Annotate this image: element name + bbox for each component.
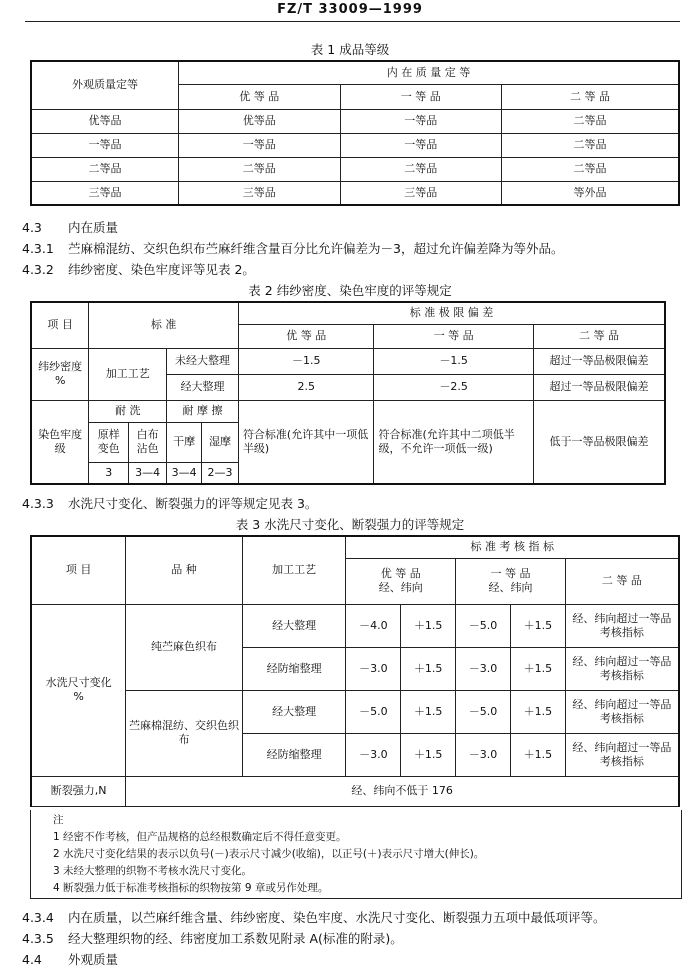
- table3-process: 经大整理: [242, 604, 346, 647]
- table3-cell: ＋1.5: [510, 647, 565, 690]
- table1-cell: 二等品: [502, 133, 679, 157]
- table1-row-label: 优等品: [31, 109, 179, 133]
- table2-cell: 超过一等品极限偏差: [533, 374, 665, 400]
- table3-process: 经防缩整理: [242, 647, 346, 690]
- table1-cell: 一等品: [340, 109, 502, 133]
- table2-density-label: 纬纱密度 %: [31, 348, 89, 400]
- table1-cell: 三等品: [179, 181, 341, 205]
- para-4-3-1: [22, 239, 563, 257]
- table3-process: 经防缩整理: [242, 733, 346, 776]
- table3-cell: 经、纬向超过一等品考核指标: [565, 604, 679, 647]
- table1-corner: 外观质量定等: [31, 61, 179, 109]
- para-4-3-4: [22, 908, 606, 926]
- table3-index-header: 标 准 考 核 指 标: [346, 536, 679, 558]
- para-text: 内在质量: [68, 220, 119, 235]
- table2-cell: 2.5: [238, 374, 374, 400]
- table3-cell: －3.0: [456, 647, 511, 690]
- table2-process-label: 加工工艺: [89, 348, 167, 400]
- table2-cell: 低于一等品极限偏差: [533, 400, 665, 484]
- table3-cell: －5.0: [346, 690, 401, 733]
- note-item: 2 水洗尺寸变化结果的表示以负号(－)表示尺寸减少(收缩)，以正号(＋)表示尺寸增大(伸长)。: [53, 848, 485, 860]
- table3-cell: ＋1.5: [510, 733, 565, 776]
- table2-grade: 3: [89, 462, 129, 484]
- table3-cell: 经、纬向超过一等品考核指标: [565, 690, 679, 733]
- table3-cell: －5.0: [456, 604, 511, 647]
- table2-subheader: 干摩: [167, 422, 202, 462]
- para-text: 经大整理织物的经、纬密度加工系数见附录 A(标准的附录)。: [68, 931, 403, 946]
- para-text: 纬纱密度、染色牢度评等见表 2。: [68, 262, 255, 277]
- table2-caption: 表 2 纬纱密度、染色牢度的评等规定: [248, 283, 452, 298]
- table2-col-second: 二 等 品: [533, 324, 665, 348]
- para-text: 水洗尺寸变化、断裂强力的评等规定见表 3。: [68, 496, 318, 511]
- table1-row-label: 二等品: [31, 157, 179, 181]
- table2-subheader: 原样 变色: [89, 422, 129, 462]
- table2: [30, 301, 666, 485]
- table1-row-label: 一等品: [31, 133, 179, 157]
- table2-subheader: 湿摩: [202, 422, 239, 462]
- table3-cell: －3.0: [456, 733, 511, 776]
- table2-cell: －2.5: [374, 374, 533, 400]
- table1-cell: 二等品: [340, 157, 502, 181]
- table3-strength-label: 断裂强力,N: [31, 776, 126, 806]
- table3: [30, 535, 680, 807]
- table1-col-header: 二 等 品: [502, 84, 679, 109]
- table3-cell: 经、纬向超过一等品考核指标: [565, 647, 679, 690]
- table2-grade: 3—4: [167, 462, 202, 484]
- table3-dir-label: 经、纬向: [378, 581, 423, 594]
- table3-cell: ＋1.5: [510, 604, 565, 647]
- header-rule: [25, 21, 680, 22]
- table1-cell: 一等品: [340, 133, 502, 157]
- table3-cell: ＋1.5: [401, 604, 456, 647]
- table2-wash-header: 耐 洗: [89, 400, 167, 422]
- table3-process-header: 加工工艺: [242, 536, 346, 604]
- table3-item-header: 项 目: [31, 536, 126, 604]
- table1-col-header: 优 等 品: [179, 84, 341, 109]
- table3-cell: ＋1.5: [401, 647, 456, 690]
- para-number: 4.3.5: [22, 931, 54, 946]
- table2-subheader: 白布 沾色: [129, 422, 167, 462]
- table3-caption: 表 3 水洗尺寸变化、断裂强力的评等规定: [235, 517, 465, 532]
- standard-code: FZ/T 33009—1999: [277, 2, 423, 17]
- note-item: 3 未经大整理的织物不考核水洗尺寸变化。: [53, 865, 253, 877]
- table2-cell: －1.5: [238, 348, 374, 374]
- table3-cell: －3.0: [346, 647, 401, 690]
- table2-cell: 符合标准(允许其中一项低半级): [238, 400, 374, 484]
- para-number: 4.3.2: [22, 262, 54, 277]
- table2-col-top: 优 等 品: [238, 324, 374, 348]
- para-number: 4.3.4: [22, 910, 54, 925]
- para-4-4: [22, 950, 118, 968]
- table1-cell: 二等品: [179, 157, 341, 181]
- table2-cell: －1.5: [374, 348, 533, 374]
- para-4-3-3: [22, 494, 317, 512]
- table3-cell: ＋1.5: [401, 733, 456, 776]
- para-text: 苎麻棉混纺、交织色织布苎麻纤维含量百分比允许偏差为－3，超过允许偏差降为等外品。: [68, 241, 564, 256]
- table1-group-header: 内 在 质 量 定 等: [179, 61, 679, 84]
- note-item: 1 经密不作考核，但产品规格的总经根数确定后不得任意变更。: [53, 831, 347, 843]
- table1-cell: 等外品: [502, 181, 679, 205]
- para-text: 内在质量，以苎麻纤维含量、纬纱密度、染色牢度、水洗尺寸变化、断裂强力五项中最低项评等。: [68, 910, 606, 925]
- para-4-3-5: [22, 929, 403, 947]
- para-4-3: [22, 218, 118, 236]
- table3-col-top: [346, 558, 456, 604]
- table2-cell: 符合标准(允许其中二项低半级，不允许一项低一级): [374, 400, 533, 484]
- table2-rub-header: 耐 摩 擦: [167, 400, 239, 422]
- table3-cell: ＋1.5: [510, 690, 565, 733]
- table3-kind-2: 苎麻棉混纺、交织色织布: [126, 690, 243, 776]
- table1-caption: 表 1 成品等级: [310, 42, 390, 57]
- table3-col-top-label: 优 等 品: [380, 567, 421, 581]
- table3-notes: [30, 810, 682, 899]
- para-number: 4.4: [22, 952, 42, 967]
- table1-cell: 一等品: [179, 133, 341, 157]
- table3-strength-value: 经、纬向不低于 176: [126, 776, 679, 806]
- table2-standard-header: 标 准: [89, 302, 239, 348]
- table3-col-second: 二 等 品: [565, 558, 679, 604]
- table2-grade: 2—3: [202, 462, 239, 484]
- table3-col-first-label: 一 等 品: [490, 567, 531, 581]
- table3-kind-header: 品 种: [126, 536, 243, 604]
- table3-cell: －4.0: [346, 604, 401, 647]
- note-item: 4 断裂强力低于标准考核指标的织物按第 9 章或另作处理。: [53, 882, 329, 894]
- table2-fastness-label: 染色牢度 级: [31, 400, 89, 484]
- para-text: 外观质量: [68, 952, 119, 967]
- table2-grade: 3—4: [129, 462, 167, 484]
- table3-cell: 经、纬向超过一等品考核指标: [565, 733, 679, 776]
- para-number: 4.3.1: [22, 241, 54, 256]
- table3-row-label: 水洗尺寸变化 %: [31, 604, 126, 776]
- table1-cell: 二等品: [502, 109, 679, 133]
- table3-cell: ＋1.5: [401, 690, 456, 733]
- table3-cell: －3.0: [346, 733, 401, 776]
- table1-cell: 三等品: [340, 181, 502, 205]
- table1-row-label: 三等品: [31, 181, 179, 205]
- table2-process-yes: 经大整理: [167, 374, 239, 400]
- para-number: 4.3: [22, 220, 42, 235]
- table3-cell: －5.0: [456, 690, 511, 733]
- table1: [30, 60, 680, 206]
- table2-limits-header: 标 准 极 限 偏 差: [238, 302, 665, 324]
- table2-item-header: 项 目: [31, 302, 89, 348]
- para-number: 4.3.3: [22, 496, 54, 511]
- table2-process-no: 未经大整理: [167, 348, 239, 374]
- table1-cell: 二等品: [502, 157, 679, 181]
- table1-col-header: 一 等 品: [340, 84, 502, 109]
- table3-process: 经大整理: [242, 690, 346, 733]
- table3-kind-1: 纯苎麻色织布: [126, 604, 243, 690]
- table1-cell: 优等品: [179, 109, 341, 133]
- para-4-3-2: [22, 260, 255, 278]
- table3-col-first: [456, 558, 566, 604]
- table2-cell: 超过一等品极限偏差: [533, 348, 665, 374]
- table2-col-first: 一 等 品: [374, 324, 533, 348]
- notes-title: 注: [53, 814, 64, 826]
- table3-dir-label: 经、纬向: [488, 581, 533, 594]
